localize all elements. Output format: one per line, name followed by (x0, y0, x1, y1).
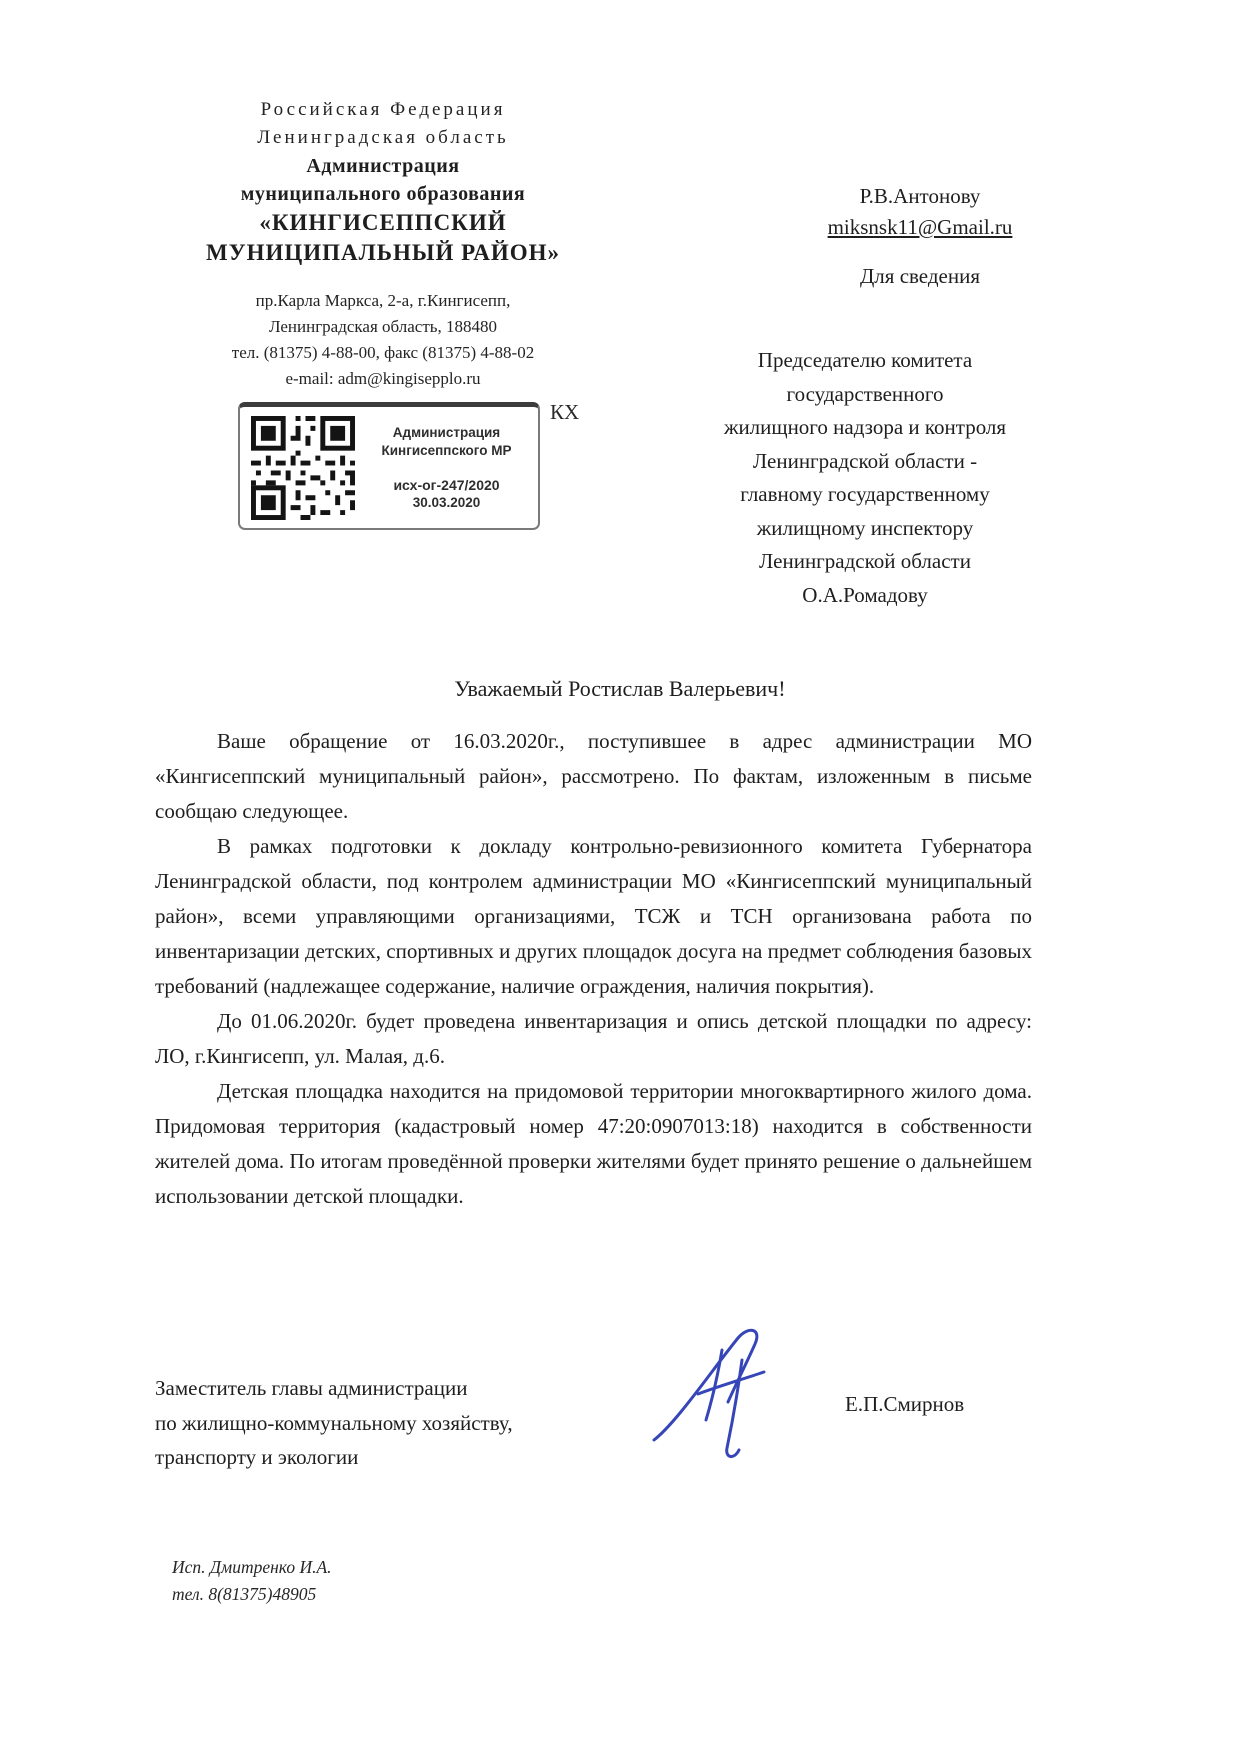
signer-position-line: по жилищно-коммунальному хозяйству, (155, 1410, 513, 1435)
signer-position-block (155, 1371, 513, 1475)
copy-addressee-line: главному государственному (740, 482, 990, 506)
copy-addressee-line: государственного (786, 381, 944, 406)
copy-addressee-line: О.А.Ромадову (802, 582, 928, 607)
copy-addressee-line: Ленинградской области - (752, 448, 978, 473)
copy-addressee-block (655, 344, 1075, 612)
executor-name: Исп. Дмитренко И.А. (172, 1557, 332, 1577)
copy-addressee-line: жилищного надзора и контроля (723, 415, 1007, 439)
sender-org-line4: МУНИЦИПАЛЬНЫЙ РАЙОН» (206, 240, 560, 265)
body-paragraph: Детская площадка находится на придомовой территории многоквартирного жилого дома. Придомовая территория (кадастровый номер 47:20:0907013:18) находится в собственности жителей дома. По итогам проведённой проверки жителями будет принято решение о дальнейшем использовании детской площадки. (155, 1079, 1032, 1208)
for-information-note: Для сведения (859, 264, 980, 288)
sender-org-line2: муниципального образования (240, 183, 526, 205)
qr-code-icon (251, 416, 355, 520)
stamp-text-block (355, 424, 538, 512)
stamp-org-line1: Администрация (392, 424, 501, 440)
copy-addressee-line: жилищному инспектору (756, 515, 974, 540)
stamp-outgoing-number: исх-ог-247/2020 (393, 476, 500, 493)
registration-stamp (238, 402, 540, 530)
body-paragraph: В рамках подготовки к докладу контрольно-ревизионного комитета Губернатора Ленинградской области, под контролем администрации МО «Кингисеппский муниципальный район», всеми управляющими организациями, ТСЖ и ТСН организована работа по инвентаризации детских, спортивных и других площадок досуга на предмет соблюдения базовых требований (надлежащее содержание, наличие ограждения, наличия покрытия). (155, 834, 1032, 998)
body-paragraph: До 01.06.2020г. будет проведена инвентаризация и опись детской площадки по адресу: ЛО, г.Кингисепп, ул. Малая, д.6. (155, 1009, 1032, 1068)
letter-body (155, 724, 1032, 1214)
spacer (148, 268, 618, 288)
sender-org-line1: Администрация (306, 155, 460, 177)
signer-name: Е.П.Смирнов (845, 1392, 965, 1416)
sender-org-line3: «КИНГИСЕППСКИЙ (259, 210, 507, 235)
signer-position-line: транспорту и экологии (155, 1445, 359, 1469)
signer-position-line: Заместитель главы администрации (155, 1376, 468, 1400)
sender-street: пр.Карла Маркса, 2-а, г.Кингисепп, (255, 291, 511, 310)
sender-postal: Ленинградская область, 188480 (268, 317, 498, 336)
sender-country: Российская Федерация (260, 99, 506, 120)
stamp-org-line2: Кингисеппского МР (381, 442, 512, 458)
handwritten-margin-note: КХ (550, 400, 580, 424)
recipient-name: Р.В.Антонову (859, 184, 981, 208)
recipient-email: miksnsk11@Gmail.ru (827, 215, 1013, 239)
copy-addressee-line: Председателю комитета (757, 348, 973, 372)
sender-phone-fax: тел. (81375) 4-88-00, факс (81375) 4-88-02 (231, 343, 535, 362)
handwritten-signature-ink (642, 1322, 812, 1462)
stamp-date: 30.03.2020 (412, 494, 481, 510)
sender-email: e-mail: adm@kingisepplo.ru (285, 369, 481, 388)
executor-phone: тел. 8(81375)48905 (172, 1584, 317, 1604)
copy-addressee-line: Ленинградской области (759, 549, 971, 573)
sender-region: Ленинградская область (257, 127, 509, 148)
sender-letterhead (148, 96, 618, 392)
recipient-block (730, 181, 1110, 243)
body-paragraph: Ваше обращение от 16.03.2020г., поступившее в адрес администрации МО «Кингисеппский муниципальный район», рассмотрено. По фактам, изложенным в письме сообщаю следующее. (155, 729, 1032, 823)
executor-footer (172, 1554, 332, 1608)
salutation: Уважаемый Ростислав Валерьевич! (454, 676, 786, 701)
